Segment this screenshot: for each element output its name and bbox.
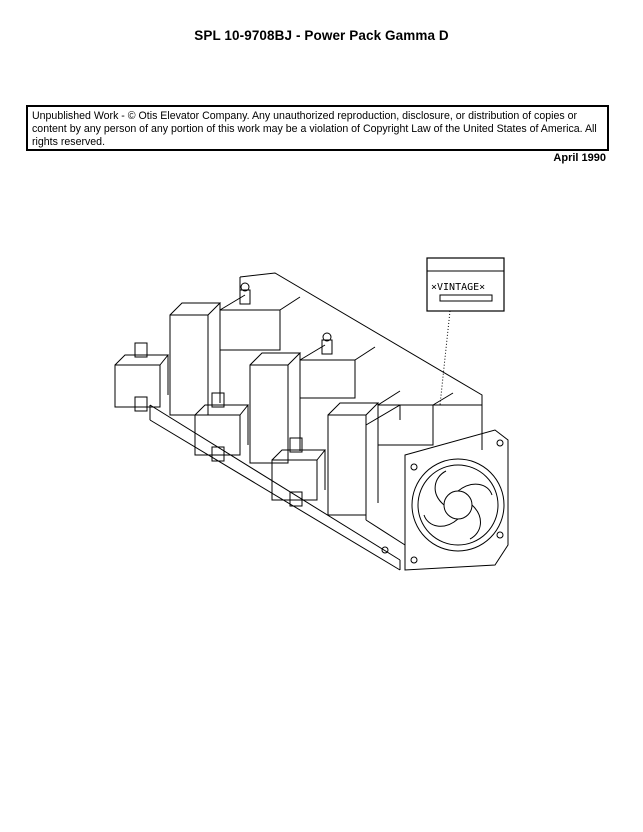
module-3: [272, 391, 453, 515]
vintage-tag-icon: [427, 258, 504, 405]
document-date: April 1990: [553, 152, 606, 164]
module-1: [115, 283, 300, 415]
power-pack-drawing: [100, 255, 520, 575]
fan-icon: [405, 430, 508, 570]
heatsink-housing: [366, 405, 482, 545]
page-title: SPL 10-9708BJ - Power Pack Gamma D: [194, 28, 449, 43]
copyright-notice: Unpublished Work - © Otis Elevator Company. Any unauthorized reproduction, disclosure, or distribution of copies or content by any person of any portion of this work may be a violation of Copyright Law of the United States of America. All rights reserved.: [26, 105, 609, 151]
base-plate: [150, 273, 482, 570]
vintage-stamp-text: ×VINTAGE×: [431, 282, 486, 293]
module-2: [195, 333, 375, 463]
